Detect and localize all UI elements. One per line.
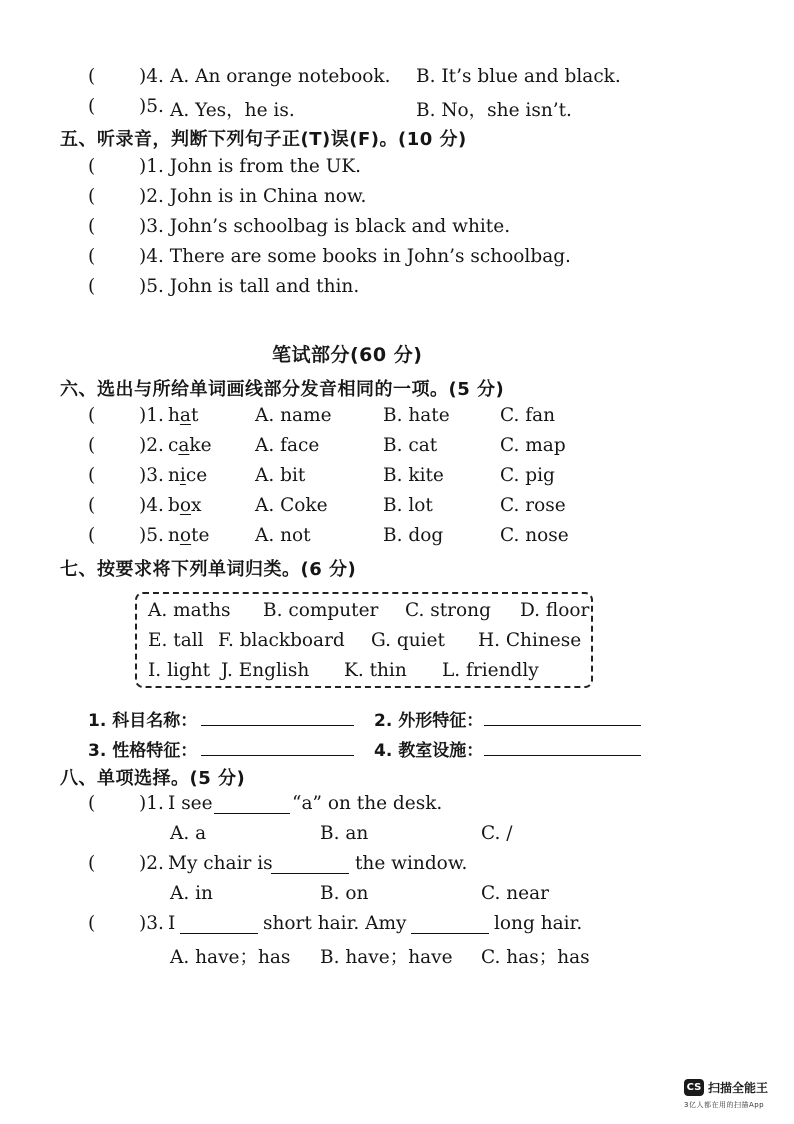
target-word: note <box>168 525 210 546</box>
option-c: C. rose <box>500 495 566 516</box>
target-word: hat <box>168 405 199 426</box>
option-b: B. cat <box>383 435 438 456</box>
statement-1: )1. John is from the UK. <box>139 156 362 177</box>
question-number: )4. <box>139 495 164 516</box>
fill-blank[interactable] <box>411 933 489 934</box>
answer-paren: ( <box>88 156 96 177</box>
fill-blank[interactable] <box>271 873 349 874</box>
category-label-classroom: 4. 教室设施： <box>374 741 484 761</box>
question-number: )3. <box>139 913 164 934</box>
part6-title: 六、选出与所给单词画线部分发音相同的一项。(5 分) <box>60 379 505 400</box>
option-a: A. Coke <box>255 495 328 516</box>
word-option: J. English <box>221 660 310 681</box>
option-b: B. kite <box>383 465 444 486</box>
answer-line-appearance[interactable] <box>484 725 641 726</box>
statement-5: )5. John is tall and thin. <box>139 276 360 297</box>
statement-2: )2. John is in China now. <box>139 186 367 207</box>
answer-paren: ( <box>88 96 96 117</box>
question-number: )4. <box>139 66 164 87</box>
answer-paren: ( <box>88 186 96 207</box>
answer-paren: ( <box>88 495 96 516</box>
option-b: B. It’s blue and black. <box>416 66 621 87</box>
part7-title: 七、按要求将下列单词归类。(6 分) <box>60 559 357 580</box>
part5-title: 五、听录音，判断下列句子正(T)误(F)。(10 分) <box>60 129 467 150</box>
part8-title: 八、单项选择。(5 分) <box>60 768 246 789</box>
question-text: long hair. <box>494 913 583 934</box>
fill-blank[interactable] <box>214 813 290 814</box>
underlined-letters: o <box>179 525 192 546</box>
word-option: I. light <box>148 660 211 681</box>
word-option: C. strong <box>405 600 491 621</box>
question-text: short hair. Amy <box>263 913 407 934</box>
target-word: box <box>168 495 202 516</box>
word-option: L. friendly <box>442 660 539 681</box>
option-b: B. an <box>320 823 369 844</box>
option-c: C. pig <box>500 465 555 486</box>
option-c: C. map <box>500 435 566 456</box>
answer-paren: ( <box>88 525 96 546</box>
answer-paren: ( <box>88 465 96 486</box>
option-b: B. hate <box>383 405 450 426</box>
answer-paren: ( <box>88 793 96 814</box>
answer-paren: ( <box>88 913 96 934</box>
statement-4: )4. There are some books in John’s schoolbag. <box>139 246 571 267</box>
answer-paren: ( <box>88 405 96 426</box>
word-option: A. maths <box>148 600 231 621</box>
written-section-header: 笔试部分(60 分) <box>272 344 423 366</box>
question-number: )5. <box>139 525 164 546</box>
option-c: C. nose <box>500 525 569 546</box>
answer-line-personality[interactable] <box>201 755 354 756</box>
word-option: G. quiet <box>371 630 445 651</box>
option-a: A. a <box>170 823 207 844</box>
question-number: )5. <box>139 96 164 117</box>
word-option: K. thin <box>344 660 407 681</box>
answer-paren: ( <box>88 216 96 237</box>
answer-line-subjects[interactable] <box>201 725 354 726</box>
category-label-personality: 3. 性格特征： <box>88 741 198 761</box>
category-label-appearance: 2. 外形特征： <box>374 711 484 731</box>
question-text: I see <box>168 793 213 814</box>
answer-paren: ( <box>88 276 96 297</box>
answer-paren: ( <box>88 246 96 267</box>
option-a: A. Yes，he is. <box>170 100 295 121</box>
answer-line-classroom[interactable] <box>484 755 641 756</box>
watermark-app-name: 扫描全能王 <box>708 1081 769 1095</box>
option-a: A. not <box>255 525 311 546</box>
question-text: the window. <box>355 853 468 874</box>
option-c: C. / <box>481 823 513 844</box>
underlined-letters: a <box>179 405 191 426</box>
question-text: My chair is <box>168 853 273 874</box>
question-text: “a” on the desk. <box>292 793 443 814</box>
option-a: A. An orange notebook. <box>170 66 391 87</box>
word-option: E. tall <box>148 630 204 651</box>
question-text: I <box>168 913 176 934</box>
option-b: B. have；have <box>320 947 453 968</box>
answer-paren: ( <box>88 66 96 87</box>
target-word: cake <box>168 435 212 456</box>
question-number: )1. <box>139 405 164 426</box>
question-number: )1. <box>139 793 164 814</box>
option-b: B. lot <box>383 495 433 516</box>
underlined-letters: i <box>179 465 186 486</box>
answer-paren: ( <box>88 435 96 456</box>
question-number: )2. <box>139 853 164 874</box>
word-option: F. blackboard <box>218 630 345 651</box>
option-a: A. bit <box>255 465 306 486</box>
option-c: C. has；has <box>481 947 590 968</box>
option-c: C. near <box>481 883 549 904</box>
option-b: B. on <box>320 883 369 904</box>
underlined-letters: a <box>178 435 190 456</box>
category-label-subjects: 1. 科目名称： <box>88 711 198 731</box>
question-number: )3. <box>139 465 164 486</box>
target-word: nice <box>168 465 208 486</box>
underlined-letters: o <box>179 495 191 516</box>
answer-paren: ( <box>88 853 96 874</box>
option-b: B. No，she isn’t. <box>416 100 572 121</box>
option-c: C. fan <box>500 405 556 426</box>
option-b: B. dog <box>383 525 444 546</box>
option-a: A. in <box>170 883 213 904</box>
option-a: A. name <box>255 405 332 426</box>
watermark-tagline: 3亿人都在用的扫描App <box>684 1101 765 1109</box>
word-option: B. computer <box>263 600 379 621</box>
word-option: H. Chinese <box>478 630 582 651</box>
camscanner-logo-icon: CS <box>684 1079 704 1096</box>
option-a: A. face <box>255 435 320 456</box>
question-number: )2. <box>139 435 164 456</box>
option-a: A. have；has <box>170 947 291 968</box>
word-option: D. floor <box>520 600 590 621</box>
statement-3: )3. John’s schoolbag is black and white. <box>139 216 511 237</box>
fill-blank[interactable] <box>180 933 258 934</box>
